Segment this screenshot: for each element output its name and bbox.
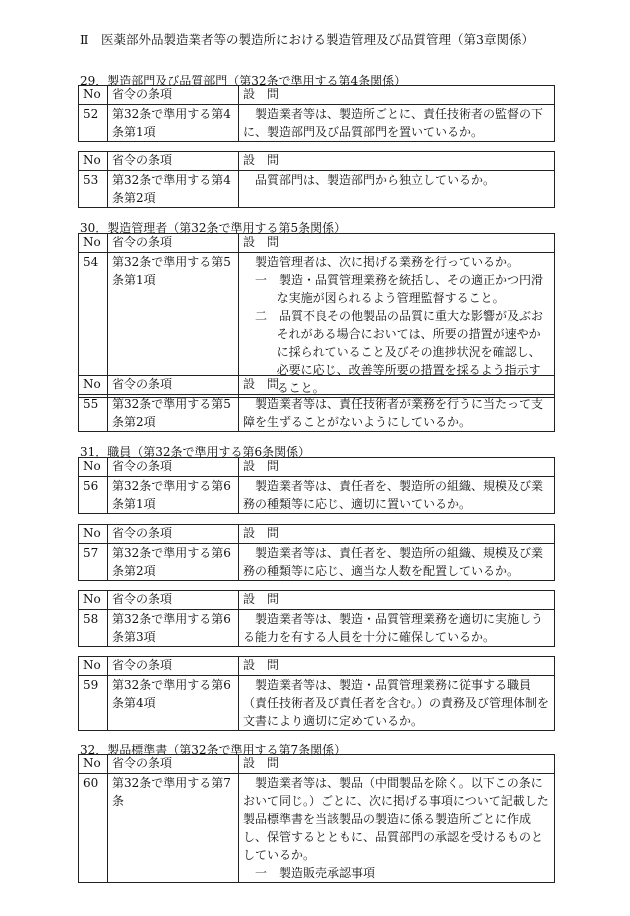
- article-ref: 第32条で準用する第6条第2項: [108, 544, 239, 581]
- question-no: 52: [79, 105, 108, 142]
- header-question: 設 問: [239, 755, 555, 774]
- header-no: No: [79, 525, 108, 544]
- header-article: 省令の条項: [108, 657, 239, 676]
- article-ref: 第32条で準用する第5条第2項: [108, 395, 239, 432]
- article-ref: 第32条で準用する第4条第2項: [108, 171, 239, 208]
- header-article: 省令の条項: [108, 376, 239, 395]
- header-no: No: [79, 458, 108, 477]
- question-table-59: [78, 656, 555, 731]
- header-article: 省令の条項: [108, 458, 239, 477]
- article-ref: 第32条で準用する第4条第1項: [108, 105, 239, 142]
- question-no: 53: [79, 171, 108, 208]
- header-no: No: [79, 86, 108, 105]
- question-table-57: [78, 524, 555, 581]
- header-question: 設 問: [239, 376, 555, 395]
- table-row: [79, 610, 555, 647]
- header-question: 設 問: [239, 234, 555, 253]
- header-no: No: [79, 755, 108, 774]
- question-no: 57: [79, 544, 108, 581]
- header-question: 設 問: [239, 525, 555, 544]
- header-no: No: [79, 152, 108, 171]
- question-item-2: 二 品質不良その他製品の品質に重大な影響が及ぶおそれがある場合においては、所要の措置が速やかに採られていること及びその進捗状況を確認し、必要に応じ、改善等所要の措置を採るよう指示すること。: [255, 309, 544, 395]
- question-text: 品質部門は、製造部門から独立しているか。: [255, 173, 496, 187]
- header-article: 省令の条項: [108, 86, 239, 105]
- question-table-52: [78, 85, 555, 142]
- header-article: 省令の条項: [108, 525, 239, 544]
- question-table-58: [78, 590, 555, 647]
- question-text: 製造管理者は、次に掲げる業務を行っているか。: [255, 255, 520, 269]
- question-no: 60: [79, 774, 108, 883]
- article-ref: 第32条で準用する第5条第1項: [108, 253, 239, 398]
- header-question: 設 問: [239, 657, 555, 676]
- question-text: 製造業者等は、製造所ごとに、責任技術者の監督の下に、製造部門及び品質部門を置いているか。: [243, 107, 544, 139]
- table-row: [79, 676, 555, 731]
- header-article: 省令の条項: [108, 755, 239, 774]
- question-table-55: [78, 375, 555, 432]
- header-question: 設 問: [239, 591, 555, 610]
- header-no: No: [79, 591, 108, 610]
- question-text: 製造業者等は、製造・品質管理業務を適切に実施しうる能力を有する人員を十分に確保しているか。: [243, 612, 544, 644]
- header-no: No: [79, 657, 108, 676]
- article-ref: 第32条で準用する第7条: [108, 774, 239, 883]
- article-ref: 第32条で準用する第6条第3項: [108, 610, 239, 647]
- table-row: [79, 105, 555, 142]
- question-text: 製造業者等は、製造・品質管理業務に従事する職員（責任技術者及び責任者を含む。）の責務及び管理体制を文書により適切に定めているか。: [243, 678, 550, 728]
- question-text: 製造業者等は、責任技術者が業務を行うに当たって支障を生ずることがないようにしているか。: [243, 397, 544, 429]
- article-ref: 第32条で準用する第6条第4項: [108, 676, 239, 731]
- question-text: 製造業者等は、責任者を、製造所の組織、規模及び業務の種類等に応じ、適当な人数を配置しているか。: [243, 546, 544, 578]
- question-table-54: [78, 233, 555, 398]
- header-article: 省令の条項: [108, 234, 239, 253]
- header-no: No: [79, 234, 108, 253]
- table-row: [79, 477, 555, 514]
- table-row: [79, 395, 555, 432]
- question-no: 59: [79, 676, 108, 731]
- table-row: [79, 774, 555, 883]
- question-no: 56: [79, 477, 108, 514]
- question-table-53: [78, 151, 555, 208]
- question-no: 54: [79, 253, 108, 398]
- question-no: 58: [79, 610, 108, 647]
- header-question: 設 問: [239, 152, 555, 171]
- table-row: [79, 544, 555, 581]
- section-title-31: 31．職員（第32条で準用する第6条関係）: [80, 445, 311, 459]
- question-no: 55: [79, 395, 108, 432]
- question-item-1: 一 製造・品質管理業務を統括し、その適正かつ円滑な実施が図られるよう管理監督すること。: [255, 273, 544, 305]
- table-row: [79, 171, 555, 208]
- header-article: 省令の条項: [108, 152, 239, 171]
- question-table-56: [78, 457, 555, 514]
- section-title-32: 32．製品標準書（第32条で準用する第7条関係）: [80, 743, 347, 757]
- section-title-30: 30．製造管理者（第32条で準用する第5条関係）: [80, 221, 347, 235]
- article-ref: 第32条で準用する第6条第1項: [108, 477, 239, 514]
- question-text: 製造業者等は、製品（中間製品を除く。以下この条において同じ。）ごとに、次に掲げる事項について記載した製品標準書を当該製品の製造に係る製造所ごとに作成し、保管するとともに、品質部門の承認を受けるものとしているか。: [243, 776, 549, 862]
- header-question: 設 問: [239, 86, 555, 105]
- header-no: No: [79, 376, 108, 395]
- section-title-29: 29．製造部門及び品質部門（第32条で準用する第4条関係）: [80, 74, 407, 88]
- chapter-title: Ⅱ 医薬部外品製造業者等の製造所における製造管理及び品質管理（第3章関係）: [80, 32, 534, 47]
- question-item-1: 一 製造販売承認事項: [255, 866, 376, 880]
- question-text: 製造業者等は、責任者を、製造所の組織、規模及び業務の種類等に応じ、適切に置いているか。: [243, 479, 544, 511]
- header-article: 省令の条項: [108, 591, 239, 610]
- question-table-60: [78, 754, 555, 883]
- header-question: 設 問: [239, 458, 555, 477]
